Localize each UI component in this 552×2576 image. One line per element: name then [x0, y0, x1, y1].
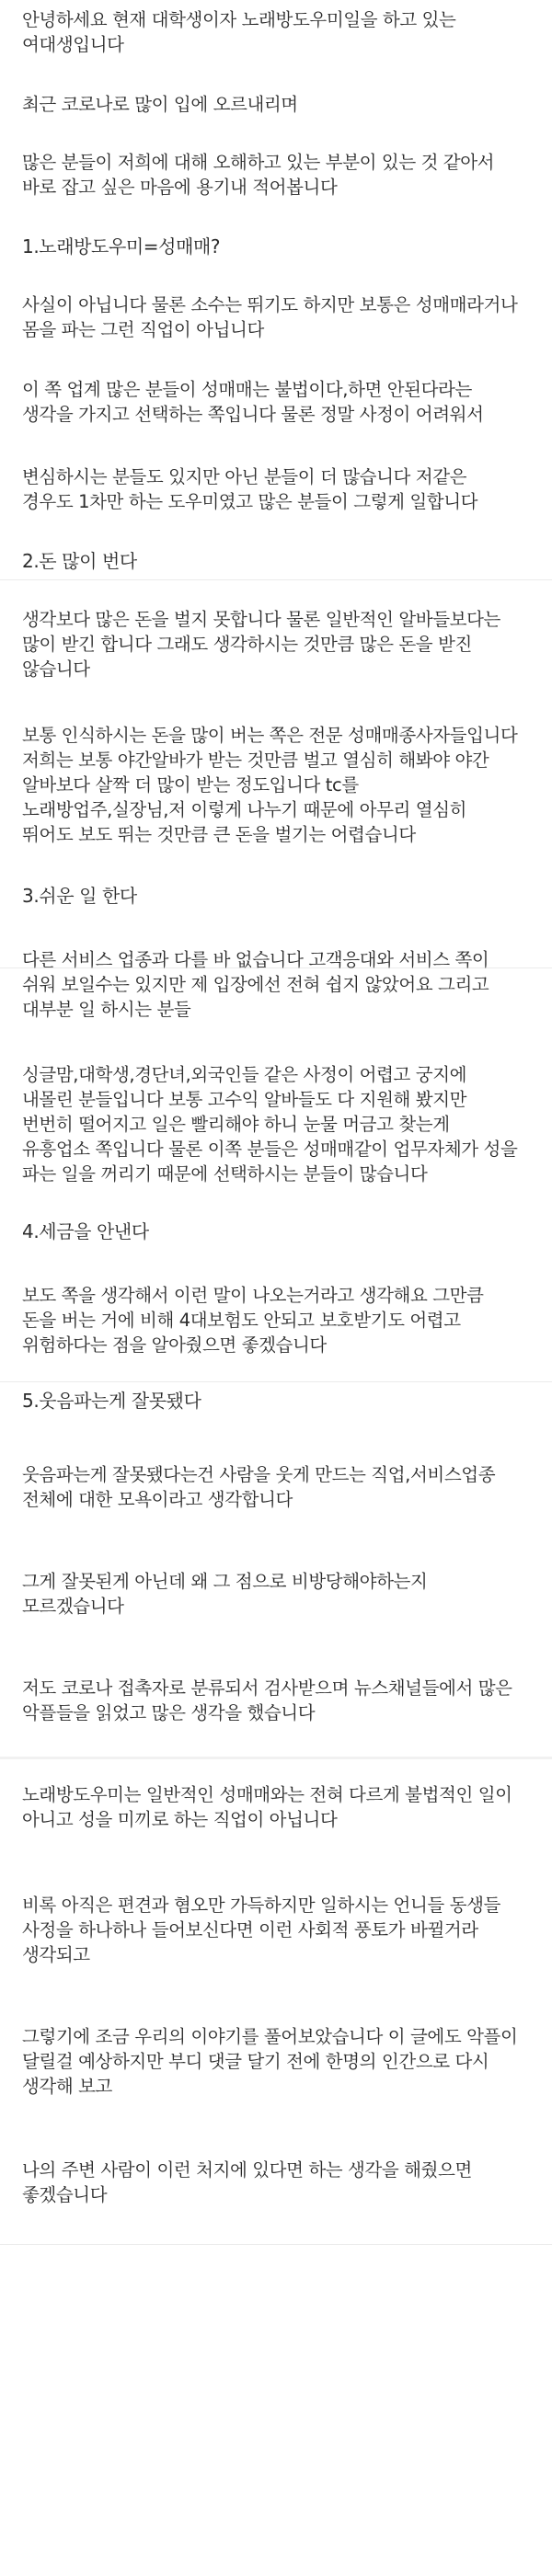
text-line: 생각보다 많은 돈을 벌지 못합니다 물론 일반적인 알바들보다는 [22, 609, 500, 630]
text-line: 안녕하세요 현재 대학생이자 노래방도우미일을 하고 있는 [22, 9, 456, 30]
section-heading-5 [22, 1389, 534, 1414]
paragraph [22, 723, 534, 847]
text-line: 돈을 버는 거에 비해 4대보험도 안되고 보호받기도 어렵고 [22, 1310, 461, 1331]
text-line: 몸을 파는 그런 직업이 아닙니다 [22, 319, 264, 340]
text-line: 전체에 대한 모욕이라고 생각합니다 [22, 1489, 293, 1510]
text-line: 파는 일을 꺼리기 때문에 선택하시는 분들이 많습니다 [22, 1163, 428, 1185]
paragraph [22, 2024, 534, 2099]
section-divider [0, 1757, 552, 1759]
paragraph [22, 607, 534, 681]
text-line: 이 쪽 업계 많은 분들이 성매매는 불법이다,하면 안된다라는 [22, 379, 472, 400]
paragraph [22, 1062, 534, 1186]
text-line: 유흥업소 쪽입니다 물론 이쪽 분들은 성매매같이 업무자체가 성을 [22, 1139, 518, 1160]
text-line: 위험하다는 점을 알아줬으면 좋겠습니다 [22, 1334, 327, 1356]
text-line: 알바보다 살짝 더 많이 받는 정도입니다 tc를 [22, 774, 359, 796]
closing-paragraph [22, 2158, 534, 2207]
section-heading-3 [22, 884, 534, 909]
text-line: 쉬워 보일수는 있지만 제 입장에선 전혀 쉽지 않았어요 그리고 [22, 974, 489, 995]
text-line: 악플들을 읽었고 많은 생각을 했습니다 [22, 1702, 316, 1723]
text-line: 그게 잘못된게 아닌데 왜 그 점으로 비방당해야하는지 [22, 1571, 428, 1592]
paragraph [22, 1893, 534, 1967]
text-line: 않습니다 [22, 658, 90, 680]
text-line: 비록 아직은 편견과 혐오만 가득하지만 일하시는 언니들 동생들 [22, 1895, 500, 1916]
heading-text: 3.쉬운 일 한다 [22, 885, 137, 907]
heading-text: 1.노래방도우미=성매매? [22, 235, 221, 258]
section-divider [0, 2244, 552, 2245]
paragraph [22, 1462, 534, 1512]
text-line: 바로 잡고 싶은 마음에 용기내 적어봅니다 [22, 177, 338, 198]
paragraph [22, 947, 534, 1022]
text-line: 생각해 보고 [22, 2076, 112, 2097]
text-line: 그렇기에 조금 우리의 이야기를 풀어보았습니다 이 글에도 악플이 [22, 2026, 518, 2047]
text-line: 웃음파는게 잘못됐다는건 사람을 웃게 만드는 직업,서비스업종 [22, 1464, 496, 1485]
text-line: 아니고 성을 미끼로 하는 직업이 아닙니다 [22, 1809, 338, 1830]
text-line: 모르겠습니다 [22, 1596, 124, 1617]
purpose-paragraph [22, 150, 534, 200]
text-line: 싱글맘,대학생,경단녀,외국인들 같은 사정이 어렵고 궁지에 [22, 1064, 467, 1085]
text-line: 저도 코로나 접촉자로 분류되서 검사받으며 뉴스채널들에서 많은 [22, 1677, 512, 1699]
text-line: 생각되고 [22, 1944, 90, 1965]
text-line: 많이 받긴 합니다 그래도 생각하시는 것만큼 많은 돈을 받진 [22, 634, 472, 655]
text-line: 달릴걸 예상하지만 부디 댓글 달기 전에 한명의 인간으로 다시 [22, 2051, 489, 2072]
text-line: 나의 주변 사람이 이런 처지에 있다면 하는 생각을 해줬으면 [22, 2159, 472, 2181]
section-heading-2 [22, 549, 534, 574]
text-line: 최근 코로나로 많이 입에 오르내리며 [22, 94, 298, 115]
heading-text: 4.세금을 안낸다 [22, 1220, 149, 1242]
text-line: 노래방도우미는 일반적인 성매매와는 전혀 다르게 불법적인 일이 [22, 1784, 512, 1805]
text-line: 대부분 일 하시는 분들 [22, 999, 191, 1020]
text-line: 사정을 하나하나 들어보신다면 이런 사회적 풍토가 바뀔거라 [22, 1919, 478, 1941]
text-line: 변심하시는 분들도 있지만 아닌 분들이 더 많습니다 저같은 [22, 466, 467, 487]
paragraph [22, 1782, 534, 1832]
paragraph [22, 292, 534, 342]
text-line: 많은 분들이 저희에 대해 오해하고 있는 부분이 있는 것 같아서 [22, 152, 495, 173]
intro-paragraph [22, 7, 534, 57]
paragraph [22, 1569, 534, 1619]
text-line: 다른 서비스 업종과 다를 바 없습니다 고객응대와 서비스 쪽이 [22, 949, 489, 970]
text-line: 보도 쪽을 생각해서 이런 말이 나오는거라고 생각해요 그만큼 [22, 1285, 484, 1306]
paragraph [22, 377, 534, 427]
text-line: 저희는 보통 야간알바가 받는 것만큼 벌고 열심히 해봐야 야간 [22, 750, 489, 771]
paragraph [22, 464, 534, 514]
text-line: 노래방업주,실장님,저 이렇게 나누기 때문에 아무리 열심히 [22, 799, 467, 820]
covid-paragraph [22, 92, 534, 117]
text-line: 뛰어도 보도 뛰는 것만큼 큰 돈을 벌기는 어렵습니다 [22, 824, 416, 845]
section-divider [0, 1381, 552, 1382]
text-line: 좋겠습니다 [22, 2184, 108, 2205]
text-line: 여대생입니다 [22, 34, 124, 55]
section-heading-1 [22, 235, 534, 259]
section-divider [0, 579, 552, 580]
heading-text: 2.돈 많이 번다 [22, 550, 137, 572]
paragraph [22, 1283, 534, 1357]
text-line: 번번히 떨어지고 일은 빨리해야 하니 눈물 머금고 찾는게 [22, 1114, 450, 1135]
text-line: 생각을 가지고 선택하는 쪽입니다 물론 정말 사정이 어려워서 [22, 404, 484, 425]
text-line: 경우도 1차만 하는 도우미였고 많은 분들이 그렇게 일합니다 [22, 491, 478, 512]
text-line: 보통 인식하시는 돈을 많이 버는 쪽은 전문 성매매종사자들입니다 [22, 725, 518, 746]
section-heading-4 [22, 1219, 534, 1244]
paragraph [22, 1676, 534, 1725]
heading-text: 5.웃음파는게 잘못됐다 [22, 1390, 201, 1412]
text-line: 사실이 아닙니다 물론 소수는 뛰기도 하지만 보통은 성매매라거나 [22, 294, 518, 315]
text-line: 내몰린 분들입니다 보통 고수익 알바들도 다 지원해 봤지만 [22, 1089, 467, 1110]
